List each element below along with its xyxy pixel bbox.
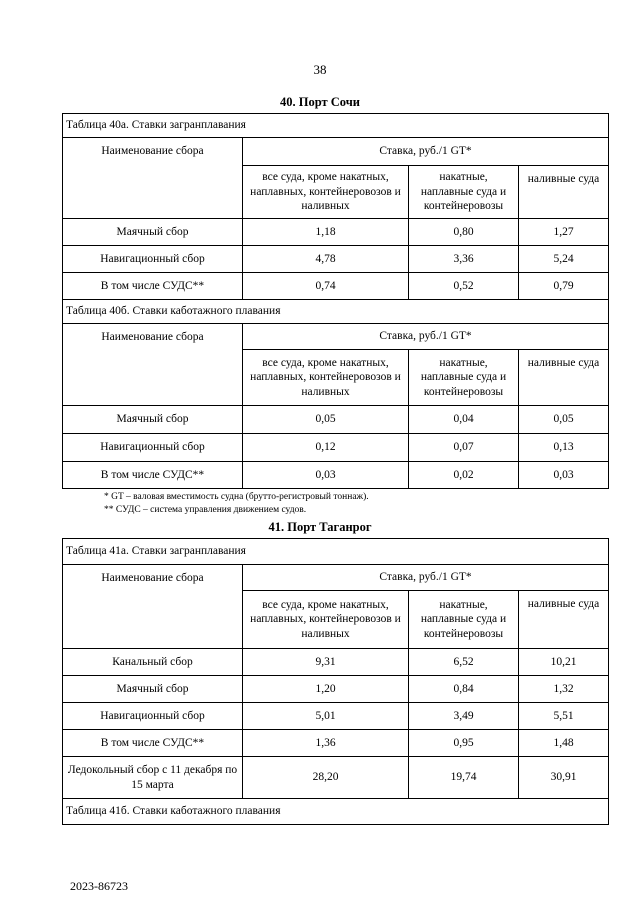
header-rate: Ставка, руб./1 GT* [243, 565, 609, 591]
rate-value: 1,32 [519, 676, 609, 703]
section-title-taganrog: 41. Порт Таганрог [268, 520, 372, 534]
rate-value: 5,51 [519, 703, 609, 730]
rate-value: 19,74 [409, 757, 519, 799]
rate-value: 0,74 [243, 273, 409, 300]
rate-value: 0,02 [409, 462, 519, 489]
fee-name: Маячный сбор [63, 406, 243, 434]
table-row [63, 462, 609, 489]
rate-value: 1,27 [519, 219, 609, 246]
rate-value: 0,80 [409, 219, 519, 246]
table-row [63, 273, 609, 300]
rate-value: 1,20 [243, 676, 409, 703]
header-col-tankers: наливные суда [519, 591, 609, 649]
rate-value: 1,18 [243, 219, 409, 246]
table-row [63, 246, 609, 273]
header-col-tankers: наливные суда [519, 166, 609, 219]
table-40a [62, 113, 609, 489]
header-fee-name: Наименование сбора [63, 324, 243, 406]
rate-value: 0,04 [409, 406, 519, 434]
rate-value: 0,03 [243, 462, 409, 489]
fee-name: Навигационный сбор [63, 246, 243, 273]
rate-value: 3,49 [409, 703, 519, 730]
document-number: 2023-86723 [70, 879, 128, 893]
table-row [63, 649, 609, 676]
header-col-all-ships: все суда, кроме накатных, наплавных, контейнеровозов и наливных [243, 591, 409, 649]
table-row [63, 730, 609, 757]
table-row [63, 676, 609, 703]
table-41a [62, 538, 609, 825]
rate-value: 5,24 [519, 246, 609, 273]
fee-name: Маячный сбор [63, 219, 243, 246]
fee-name: Канальный сбор [63, 649, 243, 676]
rate-value: 0,95 [409, 730, 519, 757]
table-row [63, 219, 609, 246]
rate-value: 0,07 [409, 434, 519, 462]
header-fee-name: Наименование сбора [63, 565, 243, 649]
table-row [63, 703, 609, 730]
header-col-roro: накатные, наплавные суда и контейнеровозы [409, 591, 519, 649]
fee-name: В том числе СУДС** [63, 273, 243, 300]
rate-value: 1,48 [519, 730, 609, 757]
table-caption: Таблица 40а. Ставки загранплавания [63, 114, 609, 138]
rate-value: 3,36 [409, 246, 519, 273]
rate-value: 0,13 [519, 434, 609, 462]
rate-value: 5,01 [243, 703, 409, 730]
fee-name: В том числе СУДС** [63, 730, 243, 757]
header-col-all-ships: все суда, кроме накатных, наплавных, контейнеровозов и наливных [243, 166, 409, 219]
section-title-sochi: 40. Порт Сочи [280, 95, 360, 109]
rate-value: 1,36 [243, 730, 409, 757]
table-row [63, 757, 609, 799]
rate-value: 0,03 [519, 462, 609, 489]
header-col-tankers: наливные суда [519, 350, 609, 406]
rate-value: 0,79 [519, 273, 609, 300]
fee-name: Навигационный сбор [63, 703, 243, 730]
header-col-roro: накатные, наплавные суда и контейнеровозы [409, 350, 519, 406]
footnote-suds: ** СУДС – система управления движением судов. [104, 505, 307, 515]
rate-value: 0,84 [409, 676, 519, 703]
table-row [63, 434, 609, 462]
header-rate: Ставка, руб./1 GT* [243, 324, 609, 350]
fee-name: Навигационный сбор [63, 434, 243, 462]
rate-value: 28,20 [243, 757, 409, 799]
rate-value: 0,05 [519, 406, 609, 434]
header-fee-name: Наименование сбора [63, 138, 243, 219]
rate-value: 4,78 [243, 246, 409, 273]
header-col-all-ships: все суда, кроме накатных, наплавных, контейнеровозов и наливных [243, 350, 409, 406]
header-col-roro: накатные, наплавные суда и контейнеровозы [409, 166, 519, 219]
rate-value: 9,31 [243, 649, 409, 676]
table-row [63, 406, 609, 434]
rate-value: 0,12 [243, 434, 409, 462]
table-caption: Таблица 40б. Ставки каботажного плавания [63, 300, 609, 324]
table-caption: Таблица 41б. Ставки каботажного плавания [63, 799, 609, 825]
page-number: 38 [313, 62, 327, 77]
fee-name: Ледокольный сбор с 11 декабря по 15 марта [63, 757, 243, 799]
rate-value: 0,52 [409, 273, 519, 300]
rate-value: 6,52 [409, 649, 519, 676]
table-caption: Таблица 41а. Ставки загранплавания [63, 539, 609, 565]
rate-value: 0,05 [243, 406, 409, 434]
footnote-gt: * GT – валовая вместимость судна (брутто-регистровый тоннаж). [104, 492, 369, 502]
header-rate: Ставка, руб./1 GT* [243, 138, 609, 166]
rate-value: 10,21 [519, 649, 609, 676]
fee-name: Маячный сбор [63, 676, 243, 703]
rate-value: 30,91 [519, 757, 609, 799]
fee-name: В том числе СУДС** [63, 462, 243, 489]
